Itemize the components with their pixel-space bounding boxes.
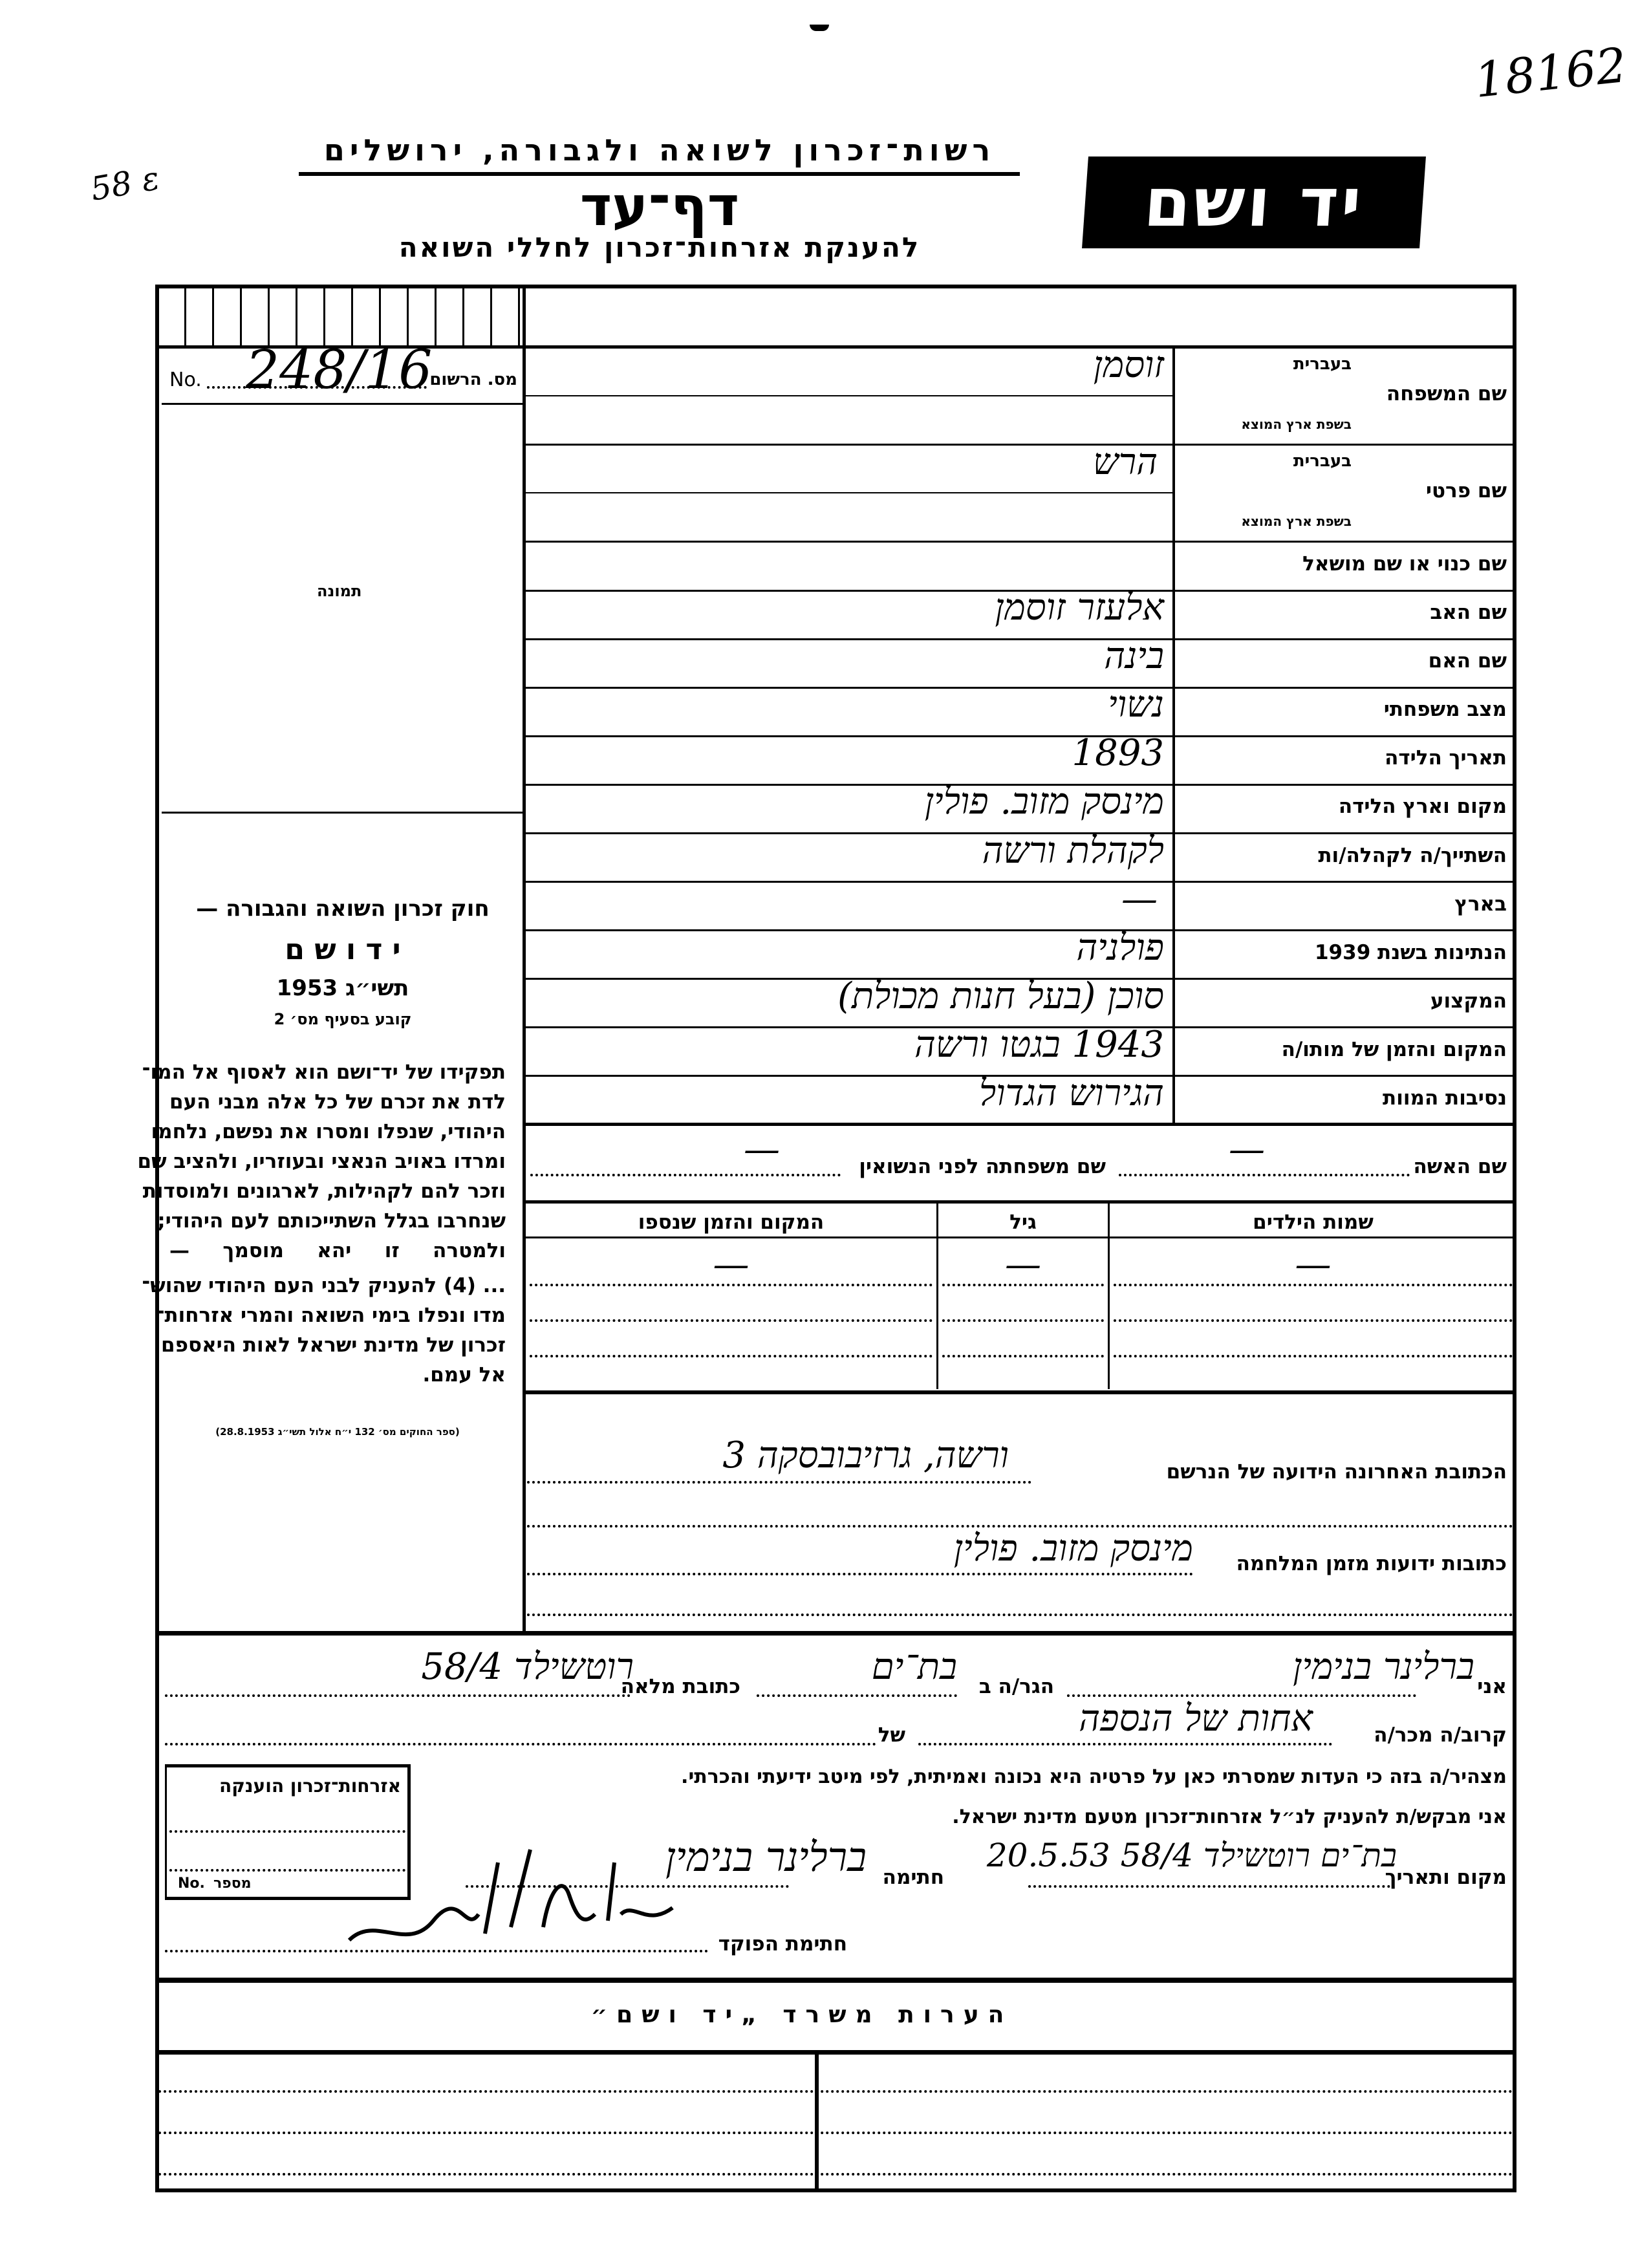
field-label: המקצוע — [1430, 989, 1507, 1013]
spouse-top-line — [526, 1123, 1516, 1126]
field-label: השתייך/ה לקהלה/ות — [1318, 844, 1507, 867]
field-sublabel-hebrew: בעברית — [1293, 451, 1352, 471]
field-label: נסיבות המוות — [1383, 1086, 1507, 1110]
field-row-line — [526, 541, 1516, 543]
top-strip-tick — [435, 288, 437, 346]
top-strip-tick — [407, 288, 409, 346]
spouse-value[interactable]: — — [1229, 1129, 1265, 1171]
declarant-of-label: של — [878, 1723, 905, 1747]
office-col-divider — [815, 2054, 819, 2190]
grant-box-no-label: No. — [178, 1875, 205, 1892]
field-label: שם המשפחה — [1386, 382, 1507, 405]
office-comment-line-3[interactable] — [158, 2173, 1513, 2176]
top-strip-tick — [323, 288, 325, 346]
law-paragraph-line: שנחרבו בגלל השתייכותם לעם היהודי; — [157, 1209, 506, 1233]
children-dotline — [530, 1355, 933, 1357]
field-value[interactable]: 1943 בגטו ורשה — [914, 1024, 1164, 1066]
children-header-names: שמות הילדים — [1253, 1211, 1374, 1234]
field-value[interactable]: מינסק מזוב. פולין — [924, 781, 1164, 823]
office-comment-line-1[interactable] — [158, 2090, 1513, 2093]
field-value[interactable]: פולניה — [1076, 927, 1164, 969]
law-paragraph-line: זכרון של מדינת ישראל לאות היאספם — [161, 1334, 506, 1357]
field-label: שם פרטי — [1425, 479, 1507, 502]
field-row-line — [526, 444, 1516, 446]
field-value[interactable]: הגירוש הגדול — [979, 1072, 1164, 1114]
field-sub-line — [526, 395, 1172, 396]
declarant-resides-dotline — [757, 1694, 957, 1697]
law-heading: חוק זכרון השואה והגבורה — — [196, 896, 490, 922]
declarant-of-dotline — [165, 1743, 876, 1745]
field-value[interactable]: הרש — [1093, 441, 1158, 483]
place-date-value[interactable]: בת־ים רוטשילד 58/4 20.5.53 — [986, 1837, 1397, 1874]
request-text: אני מבקש/ת להעניק לנ״ל אזרחות־זכרון מטעם מדינת ישראל. — [952, 1806, 1507, 1828]
field-value[interactable]: בינה — [1104, 635, 1164, 677]
field-value[interactable]: אלעזר זוסמן — [995, 587, 1164, 629]
field-sub-line — [526, 492, 1172, 493]
top-strip-tick — [379, 288, 381, 346]
declarant-resides-label: הגר/ה ב — [978, 1675, 1054, 1698]
law-paragraph-line: אל עמם. — [422, 1363, 506, 1387]
children-dotline — [1114, 1355, 1513, 1357]
top-strip-tick — [462, 288, 464, 346]
registration-number[interactable]: 248/16 — [246, 340, 433, 401]
archive-number: 18162 — [1472, 37, 1629, 109]
field-label: שם האב — [1430, 601, 1507, 624]
grant-box-title: אזרחות־זכרון הוענקה — [219, 1775, 401, 1797]
law-paragraph-line: וזכר להם לקהילות, לארגונים ולמוסדות — [142, 1180, 506, 1203]
field-value[interactable]: 1893 — [1072, 732, 1164, 774]
children-dotline — [942, 1355, 1104, 1357]
law-year: תשי״ג 1953 — [276, 975, 409, 1001]
top-strip-tick — [184, 288, 186, 346]
spouse-dotline — [1119, 1174, 1410, 1176]
law-paragraph-line: לדת את זכרם של כל אלה מבני העם — [169, 1090, 506, 1114]
grant-box-number-label: מספר — [213, 1875, 252, 1892]
law-paragraph-line: ... (4) להעניק לבני העם היהודי שהוש־ — [142, 1274, 506, 1297]
last-address-label: הכתובת האחרונה הידועה של הנרשם — [1166, 1460, 1507, 1484]
declarant-resides[interactable]: בת־ים — [871, 1646, 957, 1688]
declarant-name-dotline — [1067, 1694, 1416, 1697]
spouse-maiden-dotline — [530, 1174, 841, 1176]
declarant-relation[interactable]: אחות של הנספה — [1079, 1698, 1313, 1740]
office-comment-line-2[interactable] — [158, 2132, 1513, 2134]
field-label: הנתינות בשנת 1939 — [1314, 941, 1507, 964]
logo-text: יד ושם — [1141, 163, 1366, 242]
place-date-label: מקום ותאריך — [1385, 1866, 1507, 1889]
field-value[interactable]: סוכן (בעל חנות מכולת) — [837, 975, 1164, 1017]
law-paragraph-line: מדו ונפלו בימי השואה והמרי אזרחות־ — [156, 1304, 506, 1327]
field-value[interactable]: לקהלת ורשה — [982, 830, 1164, 872]
law-paragraph-line: תפקידו של יד־ושם הוא לאסוף אל המו־ — [142, 1061, 506, 1084]
children-header-line — [526, 1237, 1516, 1238]
place-date-dotline — [1028, 1885, 1390, 1888]
children-top-line — [526, 1200, 1516, 1204]
officer-signature-label: חתימת הפוקד — [718, 1932, 847, 1956]
field-value[interactable]: נשוי — [1108, 684, 1164, 726]
spouse-maiden-value[interactable]: — — [744, 1129, 780, 1171]
office-header-line — [155, 2050, 1516, 2055]
declarant-i-label: אני — [1477, 1675, 1507, 1698]
scan-mark — [810, 25, 829, 31]
declaration-text: מצהיר/ה בזה כי העדות שמסרתי כאן על פרטיה היא נכונה ואמיתית, לפי מיטב ידיעתי והכרתי. — [681, 1766, 1507, 1788]
registration-no-label: No. — [169, 369, 202, 391]
declarant-name[interactable]: ברלינר בנימין — [1293, 1646, 1474, 1688]
law-paragraph-line: ומרדו באויב הנאצי ובעוזריו, ולהציב שם — [137, 1150, 506, 1173]
declarant-address-dotline — [165, 1694, 631, 1697]
authority-title: רשות־זכרון לשואה ולגבורה, ירושלים — [323, 133, 996, 167]
field-row-line — [526, 638, 1516, 640]
war-address-value[interactable]: מינסק מזוב. פולין — [953, 1528, 1193, 1570]
last-address-value[interactable]: ורשה, גרזיבובסקה 3 — [722, 1434, 1009, 1476]
left-margin-note: 58 ε — [87, 159, 162, 208]
children-header-age: גיל — [1009, 1211, 1037, 1234]
spouse-label: שם האשה — [1413, 1155, 1507, 1178]
top-strip-tick — [268, 288, 270, 346]
photo-bottom-line — [162, 812, 523, 814]
field-sublabel-origin: בשפת ארץ המוצא — [1241, 416, 1352, 432]
top-strip-tick — [240, 288, 242, 346]
top-strip-tick — [296, 288, 297, 346]
top-strip-tick — [518, 288, 520, 346]
law-paragraph-line: ולמטרה זו יהא מוסמך — — [169, 1239, 506, 1262]
grant-box-dotline-1 — [169, 1830, 405, 1833]
war-address-dotline — [527, 1573, 1193, 1575]
children-dotline — [1114, 1319, 1513, 1322]
field-label: שם האם — [1428, 649, 1507, 673]
grant-box-dotline-2 — [169, 1869, 405, 1872]
children-dotline — [942, 1319, 1104, 1322]
field-row-line — [526, 735, 1516, 737]
field-label: בארץ — [1454, 892, 1507, 916]
declarant-address-label: כתובת מלאה — [620, 1675, 740, 1698]
law-clause: קובע בסעיף מס׳ 2 — [274, 1010, 412, 1028]
children-cell[interactable]: — — [713, 1244, 750, 1286]
top-strip-tick — [490, 288, 492, 346]
yad-vashem-logo — [1082, 157, 1426, 248]
children-cell[interactable]: — — [1005, 1244, 1041, 1286]
field-row-line — [526, 687, 1516, 689]
left-column-divider — [523, 285, 526, 1631]
field-label: תאריך הלידה — [1385, 746, 1507, 770]
declarant-top-line — [155, 1631, 1516, 1636]
field-label: מקום וארץ הלידה — [1338, 795, 1507, 818]
field-value[interactable]: זוסמן — [1093, 344, 1164, 386]
office-top-line — [155, 1978, 1516, 1983]
war-address-label: כתובות ידועות מזמן המלחמה — [1236, 1552, 1507, 1575]
registration-label: מס. הרשום — [429, 370, 517, 389]
field-row-line — [526, 929, 1516, 931]
declarant-relation-label: קרוב/ה מכר/ה — [1374, 1723, 1507, 1747]
children-header-place: המקום והזמן שנספו — [638, 1211, 825, 1234]
registration-line — [162, 403, 523, 405]
children-cell[interactable]: — — [1295, 1244, 1332, 1286]
signature-label: חתימה — [882, 1866, 944, 1889]
top-strip-tick — [212, 288, 214, 346]
form-title: דף־עד — [579, 175, 740, 238]
field-row-line — [526, 881, 1516, 883]
field-label: המקום והזמן של מותו/ה — [1281, 1038, 1507, 1061]
address-dotline-4 — [527, 1614, 1513, 1616]
law-name: י ד ו ש ם — [285, 933, 401, 966]
office-title: הערות משרד „יד ושם״ — [590, 2002, 1013, 2028]
photo-label: תמונה — [317, 582, 362, 600]
field-sublabel-hebrew: בעברית — [1293, 354, 1352, 374]
field-value[interactable]: — — [1121, 878, 1158, 920]
law-source: (ספר החוקים מס׳ 132 י״ח אלול תשי״ג 28.8.1953) — [215, 1426, 460, 1438]
spouse-maiden-label: שם משפחתה לפני הנשואין — [859, 1155, 1106, 1178]
children-bottom-line — [526, 1390, 1516, 1394]
field-sublabel-origin: בשפת ארץ המוצא — [1241, 513, 1352, 529]
declarant-address[interactable]: רוטשילד 58/4 — [421, 1646, 634, 1688]
children-dotline — [530, 1319, 933, 1322]
declarant-relation-dotline — [918, 1743, 1332, 1745]
top-strip-tick — [351, 288, 353, 346]
last-address-dotline — [527, 1481, 1031, 1484]
field-label: שם כנוי או שם מושאל — [1302, 552, 1507, 576]
form-subtitle: להענקת אזרחות־זכרון לחללי השואה — [398, 232, 921, 263]
law-paragraph-line: היהודי, שנפלו ומסרו את נפשם, נלחמו — [151, 1120, 506, 1143]
field-label: מצב משפחתי — [1383, 698, 1507, 721]
declarant-signature[interactable]: ברלינר בנימין — [665, 1833, 867, 1881]
